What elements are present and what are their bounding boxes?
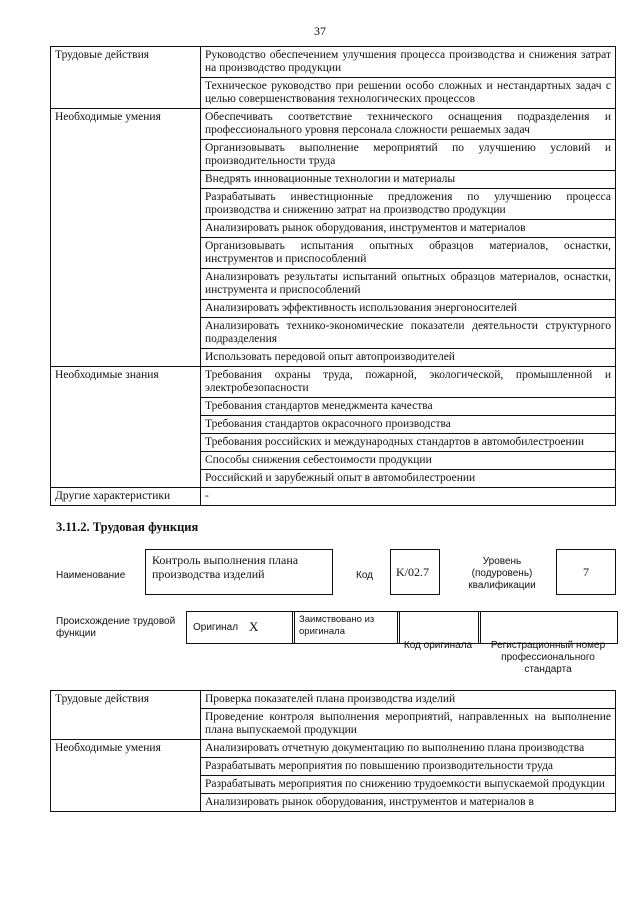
original-cell <box>186 611 295 644</box>
level-label: Уровень (подуровень) квалификации <box>468 556 536 591</box>
row-value: Российский и зарубежный опыт в автомобилестроении <box>201 470 616 488</box>
table-row <box>51 367 616 398</box>
row-value: Внедрять инновационные технологии и материалы <box>201 171 616 189</box>
section-title: 3.11.2. Трудовая функция <box>56 520 199 534</box>
row-value: Организовывать выполнение мероприятий по улучшению условий и производительности труда <box>201 140 616 171</box>
row-value: Разрабатывать инвестиционные предложения по улучшению процесса производства и снижению затрат на производство продукции <box>201 189 616 220</box>
row-label: Необходимые умения <box>51 740 201 812</box>
row-label: Трудовые действия <box>51 47 201 109</box>
row-value: Анализировать рынок оборудования, инструментов и материалов в <box>201 794 616 812</box>
row-value: Разрабатывать мероприятия по повышению производительности труда <box>201 758 616 776</box>
row-value: Требования стандартов менеджмента качества <box>201 398 616 416</box>
row-value: Анализировать технико-экономические показатели деятельности структурного подразделения <box>201 318 616 349</box>
row-value: Требования стандартов окрасочного производства <box>201 416 616 434</box>
row-value: Анализировать результаты испытаний опытных образцов материалов, оснастки, инструмента и приспособлений <box>201 269 616 300</box>
code-label: Код <box>356 570 374 581</box>
table-row <box>51 488 616 506</box>
function-code-box: K/02.7 <box>390 549 440 595</box>
table-row <box>51 740 616 758</box>
row-value: Требования российских и международных стандартов в автомобилестроении <box>201 434 616 452</box>
row-label: Трудовые действия <box>51 691 201 740</box>
reg-number-caption: Регистрационный номер профессионального стандарта <box>490 640 606 675</box>
borrowed-cell <box>292 611 400 644</box>
competency-table-top <box>50 46 616 506</box>
row-value: Анализировать отчетную документацию по выполнению плана производства <box>201 740 616 758</box>
row-value: Способы снижения себестоимости продукции <box>201 452 616 470</box>
row-value: Разрабатывать мероприятия по снижению трудоемкости выпускаемой продукции <box>201 776 616 794</box>
original-label: Оригинал <box>193 622 239 633</box>
row-value: Проверка показателей плана производства изделий <box>201 691 616 709</box>
row-value: Обеспечивать соответствие технического оснащения подразделения и профессионального уровня персонала сложности решаемых задач <box>201 109 616 140</box>
row-label: Другие характеристики <box>51 488 201 506</box>
row-value: Использовать передовой опыт автопроизводителей <box>201 349 616 367</box>
row-value: Руководство обеспечением улучшения процесса производства и снижения затрат на производство продукции <box>201 47 616 78</box>
qualification-level-box: 7 <box>556 549 616 595</box>
origin-label: Происхождение трудовой функции <box>56 616 176 639</box>
row-value: Организовывать испытания опытных образцов материалов, оснастки, инструментов и приспособлений <box>201 238 616 269</box>
row-label: Необходимые умения <box>51 109 201 367</box>
function-name-box: Контроль выполнения плана производства изделий <box>145 549 333 595</box>
original-mark: X <box>249 619 259 634</box>
row-value: Анализировать эффективность использования энергоносителей <box>201 300 616 318</box>
table-row <box>51 47 616 78</box>
row-value: Техническое руководство при решении особо сложных и нестандартных задач с целью совершенствования технологических процессов <box>201 78 616 109</box>
row-value: Анализировать рынок оборудования, инструментов и материалов <box>201 220 616 238</box>
row-label: Необходимые знания <box>51 367 201 488</box>
competency-table-bottom <box>50 690 616 812</box>
borrowed-label: Заимствовано из оригинала <box>299 614 375 637</box>
row-value: - <box>201 488 616 506</box>
row-value: Проведение контроля выполнения мероприятий, направленных на выполнение плана выпускаемой продукции <box>201 709 616 740</box>
row-value: Требования охраны труда, пожарной, экологической, промышленной и электробезопасности <box>201 367 616 398</box>
code-original-caption: Код оригинала <box>403 640 473 651</box>
table-row <box>51 109 616 140</box>
page-number: 37 <box>314 24 326 38</box>
table-row <box>51 691 616 709</box>
name-label: Наименование <box>56 570 126 581</box>
